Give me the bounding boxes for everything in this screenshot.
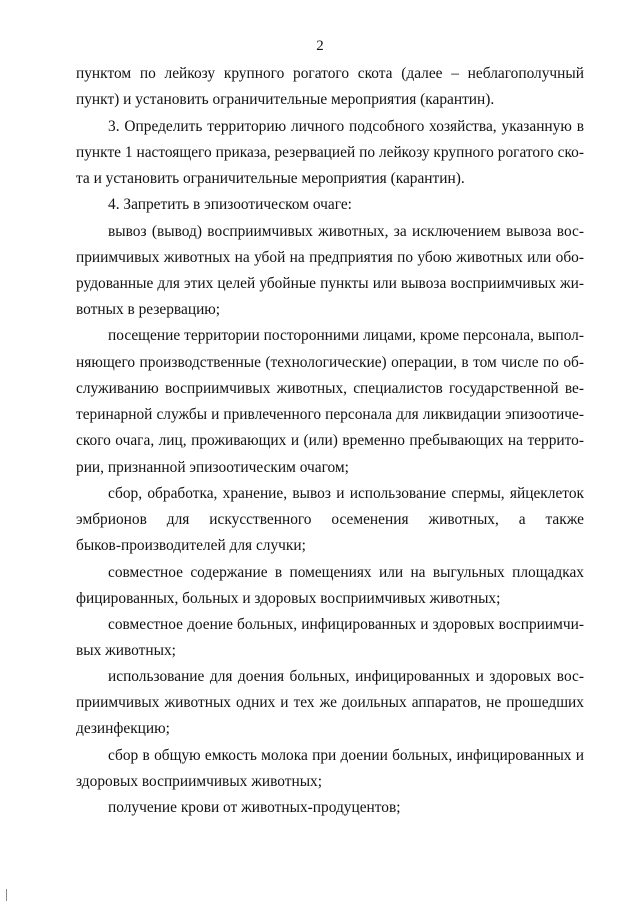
page-number: 2 xyxy=(316,38,324,54)
text-line: рии, признанной эпизоотическим очагом; xyxy=(76,459,349,476)
text-line: использование для доения больных, инфицированных и здоровых вос- xyxy=(108,668,584,685)
text-line: вывоз (вывод) восприимчивых животных, за исключением вывоза вос- xyxy=(108,223,584,240)
text-line: совместное содержание в помещениях или на выгульных площадках xyxy=(108,564,584,581)
text-line: совместное доение больных, инфицированных и здоровых восприимчи- xyxy=(108,616,584,633)
text-line: получение крови от животных-продуцентов; xyxy=(108,799,401,816)
text-line: та и установить ограничительные мероприятия (карантин). xyxy=(76,170,465,187)
text-line: 3. Определить территорию личного подсобного хозяйства, указанную в xyxy=(108,118,584,135)
text-line: теринарной службы и привлеченного персонала для ликвидации эпизоотиче- xyxy=(76,406,584,423)
text-line: приимчивых животных на убой на предприятия по убою животных или обо- xyxy=(76,249,584,266)
text-line: няющего производственные (технологические) операции, в том числе по об- xyxy=(76,354,584,371)
text-line: пункт) и установить ограничительные мероприятия (карантин). xyxy=(76,91,495,108)
text-line: вых животных; xyxy=(76,642,176,659)
text-line: вотных в резервацию; xyxy=(76,301,221,318)
text-line: пунктом по лейкозу крупного рогатого скота (далее – неблагополучный xyxy=(76,65,584,82)
text-line: рудованные для этих целей убойные пункты или вывоза восприимчивых жи- xyxy=(76,275,584,292)
text-line: здоровых восприимчивых животных; xyxy=(76,773,323,790)
text-line: пункте 1 настоящего приказа, резервацией по лейкозу крупного рогатого ско- xyxy=(76,144,584,161)
text-line: приимчивых животных одних и тех же доильных аппаратов, не прошедших xyxy=(76,694,584,711)
text-line: сбор в общую емкость молока при доении больных, инфицированных и xyxy=(108,747,584,764)
text-line: эмбрионов для искусственного осеменения животных, а также xyxy=(76,511,584,528)
text-line: ского очага, лиц, проживающих и (или) временно пребывающих на террито- xyxy=(76,432,584,449)
scan-edge-mark xyxy=(6,889,7,901)
text-line: сбор, обработка, хранение, вывоз и использование спермы, яйцеклеток xyxy=(108,485,584,502)
text-line: 4. Запретить в эпизоотическом очаге: xyxy=(108,196,352,213)
text-line: фицированных, больных и здоровых восприимчивых животных; xyxy=(76,590,501,607)
text-line: служиванию восприимчивых животных, специалистов государственной ве- xyxy=(76,380,584,397)
text-line: посещение территории посторонними лицами, кроме персонала, выпол- xyxy=(108,327,584,344)
text-line: быков-производителей для случки; xyxy=(76,537,306,554)
text-line: дезинфекцию; xyxy=(76,720,170,737)
